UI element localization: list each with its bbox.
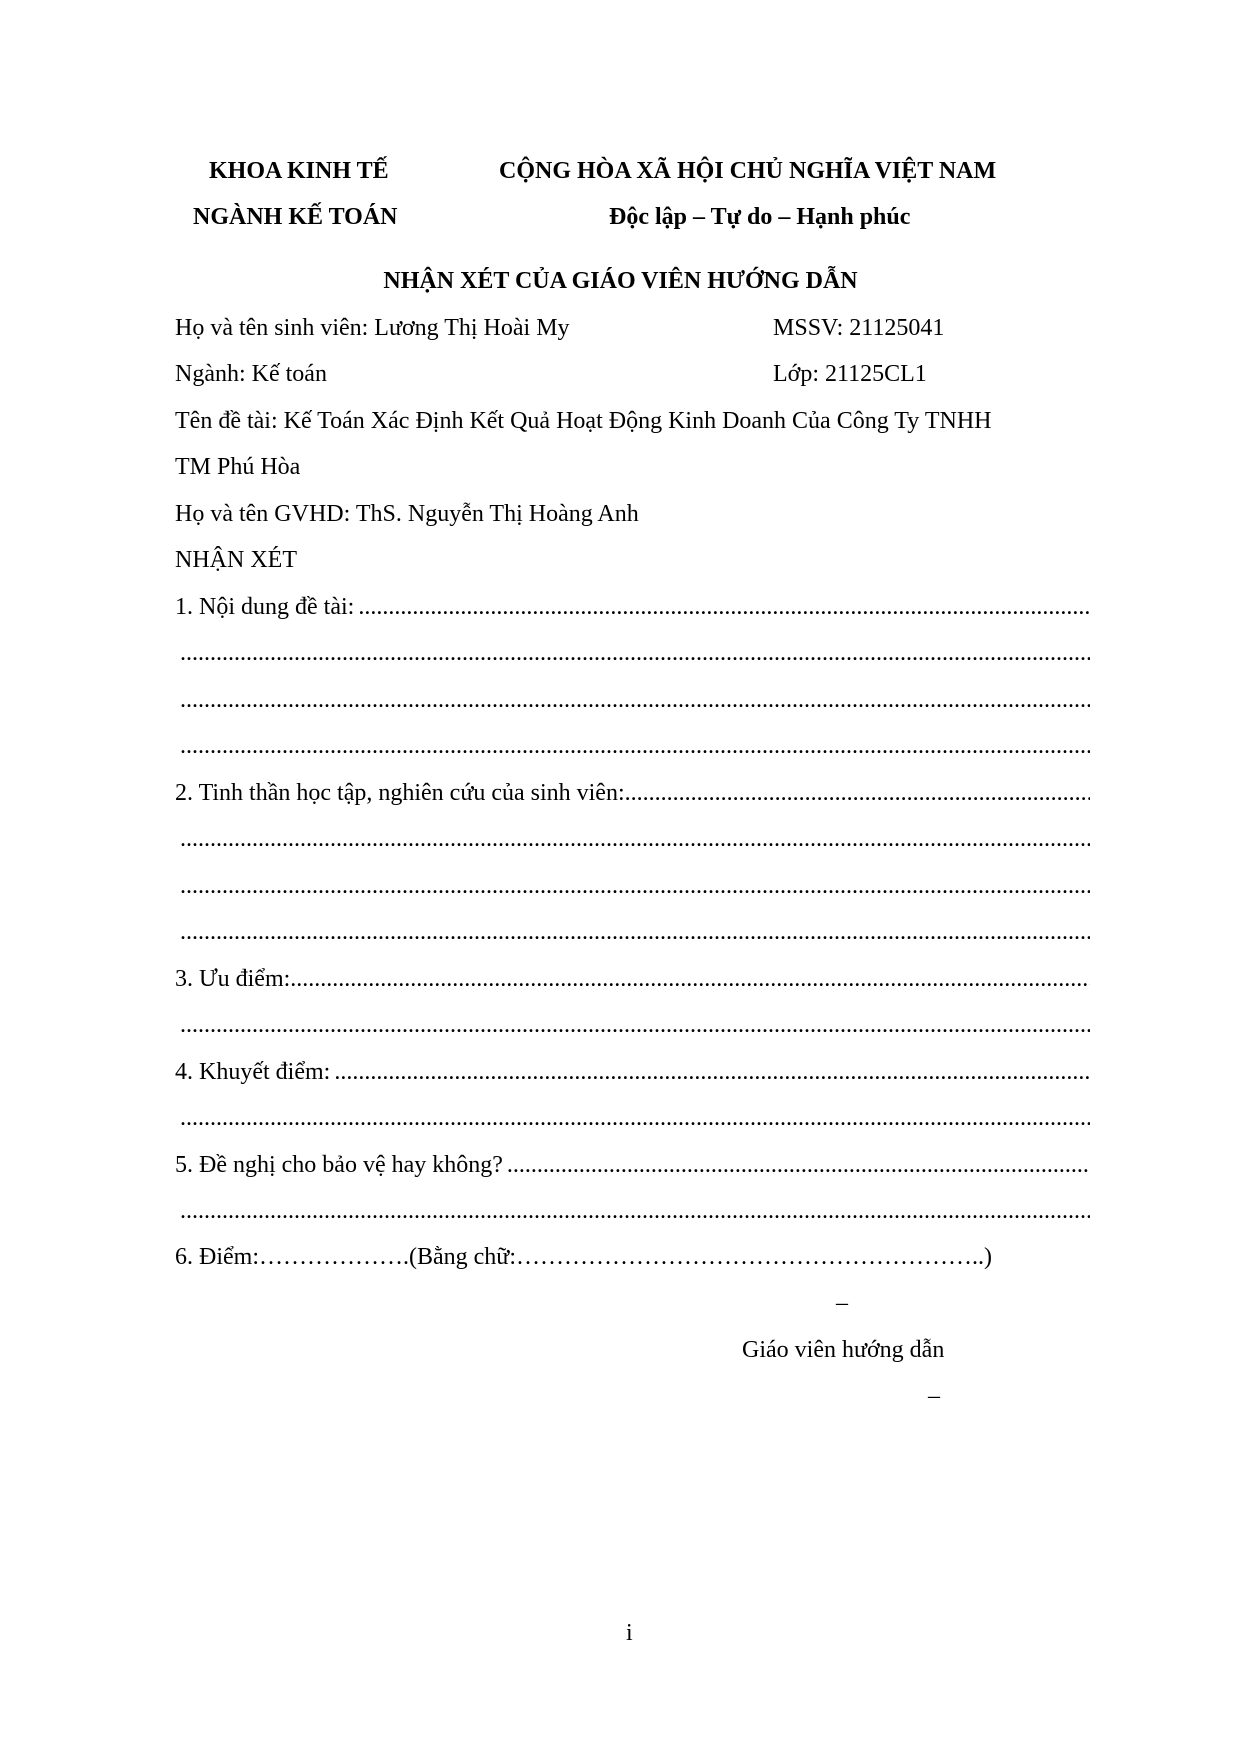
dotted-fill-line [507,1152,1090,1179]
major-name: NGÀNH KẾ TOÁN [193,204,398,230]
student-class: Lớp: 21125CL1 [773,361,927,387]
topic-line-1: Tên đề tài: Kế Toán Xác Định Kết Quả Hoạt Động Kinh Doanh Của Công Ty TNHH [175,408,992,434]
signature-role: Giáo viên hướng dẫn [742,1337,945,1363]
faculty-name: KHOA KINH TẾ [209,158,389,184]
dotted-fill-line[interactable] [180,873,1090,903]
page-number: i [626,1620,633,1646]
score-label: 6. Điểm: [175,1244,259,1270]
score-in-words-blank[interactable]: ………………………………………………….. [515,1244,984,1270]
dotted-fill-line[interactable] [180,1105,1090,1135]
student-id: MSSV: 21125041 [773,315,945,341]
score-line[interactable] [175,1244,1095,1271]
comment-item-label: 2. Tinh thần học tập, nghiên cứu của sinh viên: [175,780,625,806]
dotted-fill-line [290,966,1090,993]
comment-item-label: 4. Khuyết điểm: [175,1059,331,1085]
comment-item-attitude[interactable] [175,780,1090,810]
comment-item-label: 5. Đề nghị cho bảo vệ hay không? [175,1152,503,1178]
dotted-fill-line[interactable] [180,1012,1090,1042]
page-title: NHẬN XÉT CỦA GIÁO VIÊN HƯỚNG DẪN [383,268,858,294]
student-name: Họ và tên sinh viên: Lương Thị Hoài My [175,315,570,341]
dotted-fill-line [358,594,1090,621]
national-motto: Độc lập – Tự do – Hạnh phúc [609,204,911,230]
dotted-fill-line [625,780,1090,807]
comment-item-weaknesses[interactable] [175,1059,1090,1089]
dotted-fill-line[interactable] [180,826,1090,856]
comment-item-label: 3. Ưu điểm: [175,966,291,992]
comments-heading: NHẬN XÉT [175,547,297,573]
signature-dash-bottom: – [928,1383,940,1409]
score-in-words-close: ) [983,1244,992,1270]
topic-line-2: TM Phú Hòa [175,454,301,480]
student-major: Ngành: Kế toán [175,361,327,387]
score-in-words-label: (Bằng chữ: [409,1244,516,1270]
signature-dash-top: – [836,1290,848,1316]
comment-item-strengths[interactable] [175,966,1090,996]
comment-item-label: 1. Nội dung đề tài: [175,594,355,620]
dotted-fill-line[interactable] [180,919,1090,949]
dotted-fill-line[interactable] [180,687,1090,717]
dotted-fill-line[interactable] [180,1198,1090,1228]
score-blank[interactable]: ………………. [259,1244,409,1270]
advisor-name: Họ và tên GVHD: ThS. Nguyễn Thị Hoàng Anh [175,501,639,527]
dotted-fill-line[interactable] [180,640,1090,670]
dotted-fill-line [334,1059,1090,1086]
comment-item-defense-recommendation[interactable] [175,1152,1090,1182]
nation-title: CỘNG HÒA XÃ HỘI CHỦ NGHĨA VIỆT NAM [499,158,997,184]
dotted-fill-line[interactable] [180,733,1090,763]
comment-item-content[interactable] [175,594,1090,624]
